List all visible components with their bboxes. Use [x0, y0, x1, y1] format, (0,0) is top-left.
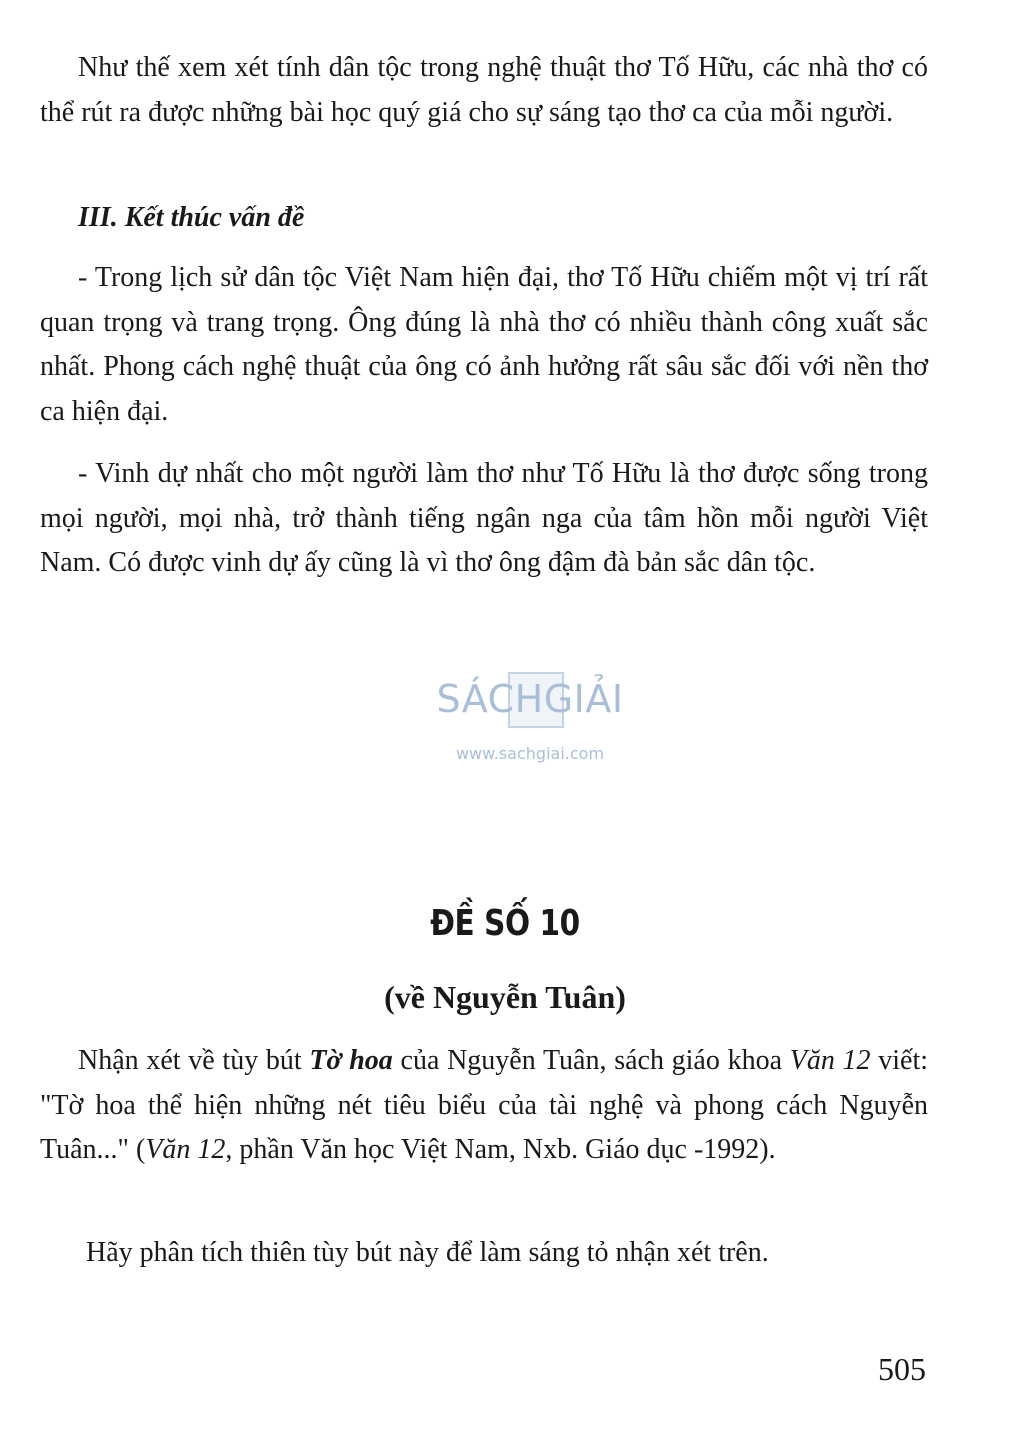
work-title: Tờ hoa: [309, 1045, 393, 1076]
paragraph-conclusion-lead: Như thế xem xét tính dân tộc trong nghệ thuật thơ Tố Hữu, các nhà thơ có thể rút ra được những bài học quý giá cho sự sáng tạo thơ ca của mỗi người.: [40, 52, 928, 128]
page-number: 505: [878, 1351, 926, 1387]
prompt-text-3: viết: "Tờ hoa thể hiện những nét tiêu biểu của tài nghệ và phong cách Nguyễn Tuân..." (: [40, 1045, 929, 1165]
section-title: ĐỀ SỐ 10: [430, 903, 580, 944]
paragraph-task: Hãy phân tích thiên tùy bút này để làm sáng tỏ nhận xét trên.: [86, 1237, 769, 1268]
paragraph-honor: - Vinh dự nhất cho một người làm thơ như Tố Hữu là thơ được sống trong mọi người, mọi nhà, trở thành tiếng ngân nga của tâm hồn mỗi người Việt Nam. Có được vinh dự ấy cũng là vì thơ ông đậm đà bản sắc dân tộc.: [40, 458, 928, 578]
section-subtitle: (về Nguyễn Tuân): [384, 979, 626, 1015]
watermark-url: www.sachgiai.com: [455, 744, 605, 763]
paragraph-prompt: [40, 1039, 928, 1173]
watermark-brand: SÁCHGIẢI: [436, 677, 624, 721]
watermark-logo: [410, 668, 650, 768]
part-heading: III. Kết thúc vấn đề: [78, 202, 305, 233]
book-title: Văn 12: [789, 1045, 871, 1076]
prompt-text-1: Nhận xét về tùy bút: [78, 1045, 310, 1076]
book-page: [40, 0, 928, 1443]
paragraph-history-position: - Trong lịch sử dân tộc Việt Nam hiện đại, thơ Tố Hữu chiếm một vị trí rất quan trọng và trang trọng. Ông đúng là nhà thơ có nhiều thành công xuất sắc nhất. Phong cách nghệ thuật của ông có ảnh hưởng rất sâu sắc đối với nền thơ ca hiện đại.: [40, 262, 928, 427]
book-title-citation: Văn 12: [145, 1134, 226, 1165]
prompt-text-2: của Nguyễn Tuân, sách giáo khoa: [392, 1045, 790, 1076]
prompt-text-4: , phần Văn học Việt Nam, Nxb. Giáo dục -1992).: [225, 1134, 776, 1165]
